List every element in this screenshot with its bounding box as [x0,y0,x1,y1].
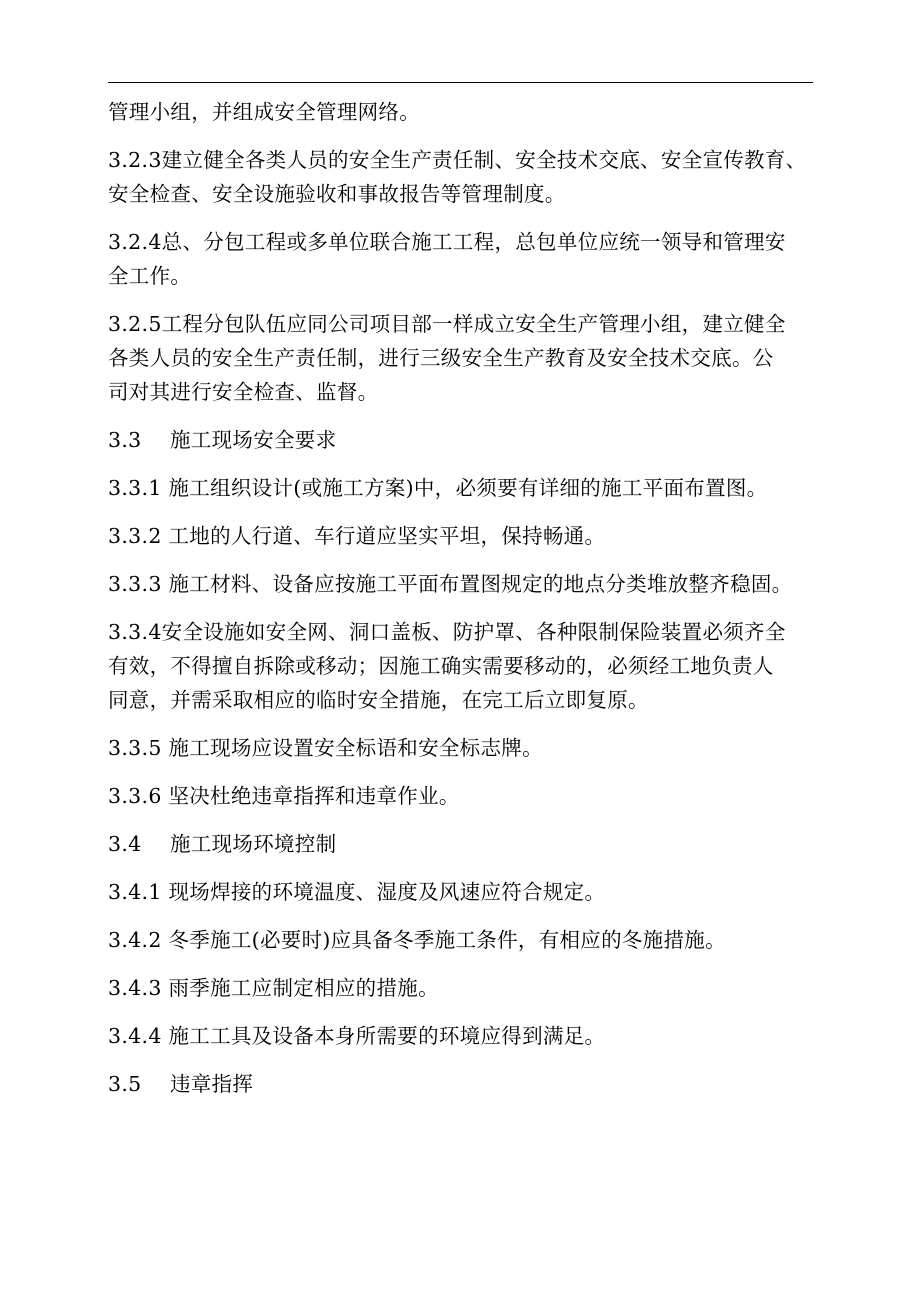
paragraph-gap [108,293,820,307]
text-line: 各类人员的安全生产责任制，进行三级安全生产教育及安全技术交底。公 [108,346,774,370]
text-line: 3.3.5 施工现场应设置安全标语和安全标志牌。 [108,736,543,760]
text-line: 3.3.1 施工组织设计(或施工方案)中，必须要有详细的施工平面布置图。 [108,476,768,500]
text-line: 3.4.2 冬季施工(必要时)应具备冬季施工条件，有相应的冬施措施。 [108,928,726,952]
text-line: 3.3.4安全设施如安全网、洞口盖板、防护罩、各种限制保险装置必须齐全 [108,620,786,644]
paragraph-gap [108,505,820,519]
paragraph-gap [108,813,820,827]
paragraph [108,875,820,909]
text-line: 司对其进行安全检查、监督。 [108,380,379,404]
text-line: 全工作。 [108,264,192,288]
section-title: 违章指挥 [170,1072,254,1096]
section-heading [108,1067,820,1101]
paragraph-gap [108,601,820,615]
paragraph-gap [108,1005,820,1019]
text-line: 3.4.1 现场焊接的环境温度、湿度及风速应符合规定。 [108,880,606,904]
paragraph-gap [108,457,820,471]
text-line: 管理小组，并组成安全管理网络。 [108,100,420,124]
heading-line [108,1067,820,1101]
paragraph [108,971,820,1005]
paragraph-gap [108,1053,820,1067]
header-rule [108,82,813,83]
text-line: 3.3.6 坚决杜绝违章指挥和违章作业。 [108,784,460,808]
heading-line [108,423,820,457]
text-line: 3.2.4总、分包工程或多单位联合施工工程，总包单位应统一领导和管理安 [108,230,786,254]
paragraph-gap [108,553,820,567]
paragraph-gap [108,765,820,779]
paragraph-gap [108,909,820,923]
section-number: 3.4 [108,832,142,856]
section-heading [108,827,820,861]
paragraph [108,95,820,129]
paragraph [108,519,820,553]
paragraph-gap [108,129,820,143]
paragraph-gap [108,861,820,875]
paragraph [108,923,820,957]
section-number: 3.5 [108,1072,142,1096]
section-heading [108,423,820,457]
paragraph [108,471,820,505]
paragraph [108,143,820,211]
paragraph [108,307,820,409]
paragraph [108,225,820,293]
text-line: 3.3.2 工地的人行道、车行道应坚实平坦，保持畅通。 [108,524,606,548]
text-line: 3.4.3 雨季施工应制定相应的措施。 [108,976,439,1000]
paragraph [108,615,820,717]
text-line: 3.2.3建立健全各类人员的安全生产责任制、安全技术交底、安全宣传教育、 [108,148,807,172]
text-line: 有效，不得擅自拆除或移动；因施工确实需要移动的，必须经工地负责人 [108,654,774,678]
paragraph [108,1019,820,1053]
paragraph [108,731,820,765]
section-number: 3.3 [108,428,142,452]
text-line: 3.3.3 施工材料、设备应按施工平面布置图规定的地点分类堆放整齐稳固。 [108,572,793,596]
heading-line [108,827,820,861]
paragraph-gap [108,211,820,225]
section-title: 施工现场安全要求 [170,428,337,452]
paragraph-gap [108,409,820,423]
document-body [108,95,820,1101]
paragraph [108,779,820,813]
paragraph-gap [108,717,820,731]
paragraph [108,567,820,601]
paragraph-gap [108,957,820,971]
text-line: 3.2.5工程分包队伍应同公司项目部一样成立安全生产管理小组，建立健全 [108,312,786,336]
text-line: 安全检查、安全设施验收和事故报告等管理制度。 [108,182,566,206]
section-title: 施工现场环境控制 [170,832,337,856]
text-line: 同意，并需采取相应的临时安全措施，在完工后立即复原。 [108,688,649,712]
text-line: 3.4.4 施工工具及设备本身所需要的环境应得到满足。 [108,1024,606,1048]
